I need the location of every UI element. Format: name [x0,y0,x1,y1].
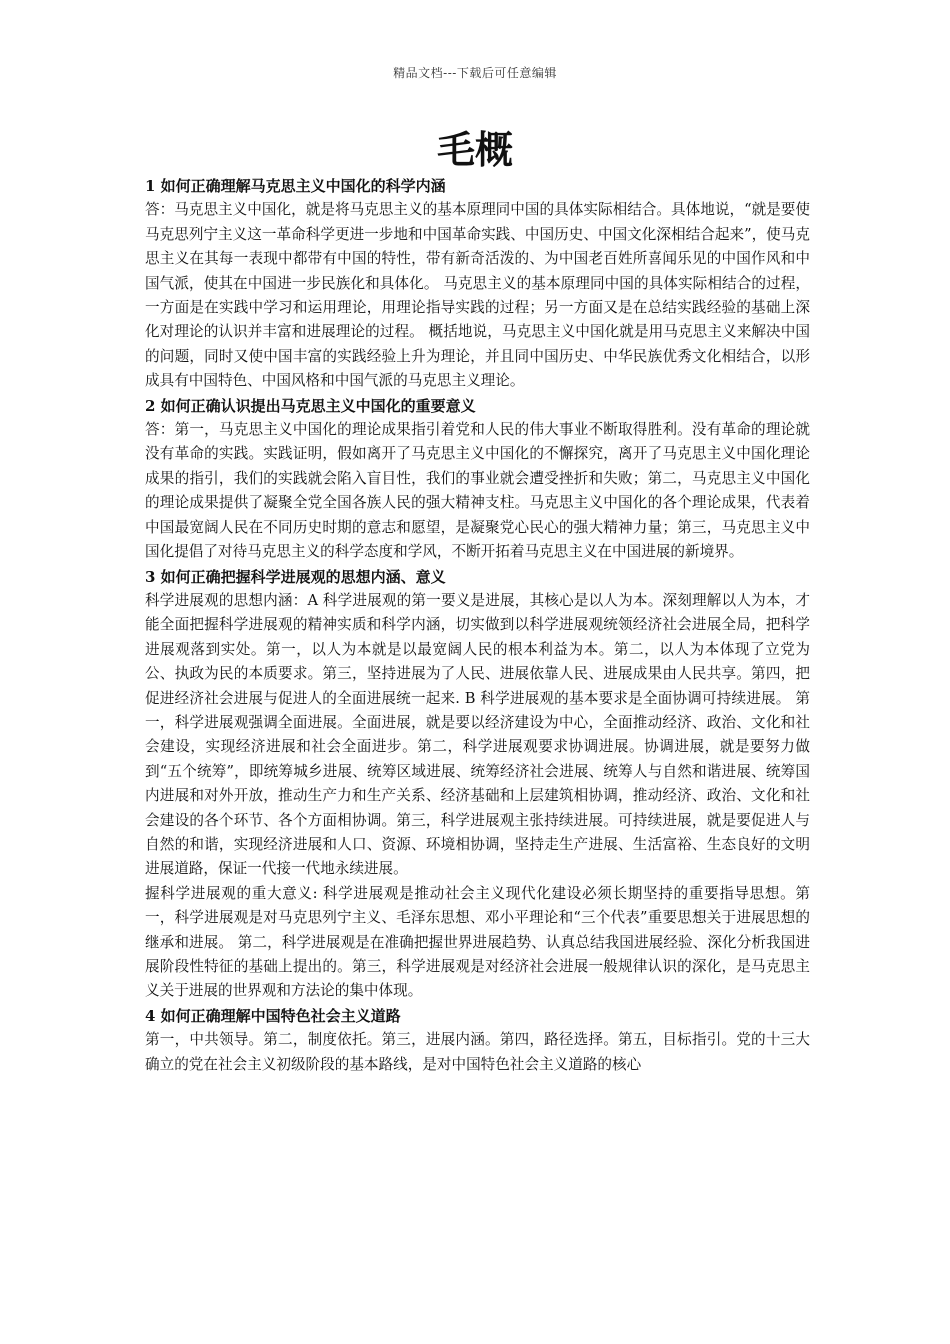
paragraph: 科学进展观的思想内涵：A 科学进展观的第一要义是进展，其核心是以人为本。深刻理解以人为本，才能全面把握科学进展观的精神实质和科学内涵，切实做到以科学进展观统领经济社会进展全局，把科学进展观落到实处。第一，以人为本就是以最宽阔人民的根本利益为本。第二，以人为本体现了立党为公、执政为民的本质要求。第三，坚持进展为了人民、进展依靠人民、进展成果由人民共享。第四，把促进经济社会进展与促进人的全面进展统一起来. B 科学进展观的基本要求是全面协调可持续进展。 第一，科学进展观强调全面进展。全面进展，就是要以经济建设为中心，全面推动经济、政治、文化和社会建设，实现经济进展和社会全面进步。第二，科学进展观要求协调进展。协调进展，就是要努力做到“五个统筹”，即统筹城乡进展、统筹区域进展、统筹经济社会进展、统筹人与自然和谐进展、统筹国内进展和对外开放，推动生产力和生产关系、经济基础和上层建筑相协调，推动经济、政治、文化和社会建设的各个环节、各个方面相协调。第三，科学进展观主张持续进展。可持续进展，就是要促进人与自然的和谐，实现经济进展和人口、资源、环境相协调，坚持走生产进展、生活富裕、生态良好的文明进展道路，保证一代接一代地永续进展。 [145,591,810,878]
document-title: 毛概 [436,127,513,172]
paragraph: 握科学进展观的重大意义: 科学进展观是推动社会主义现代化建设必须长期坚持的重要指导思想。第一，科学进展观是对马克思列宁主义、毛泽东思想、邓小平理论和“三个代表”重要思想关于进展思想的继承和进展。 第二，科学进展观是在准确把握世界进展趋势、认真总结我国进展经验、深化分析我国进展阶段性特征的基础上提出的。第三，科学进展观是对经济社会进展一般规律认识的深化，是马克思主义关于进展的世界观和方法论的集中体现。 [145,884,810,1000]
section-heading: 2 如何正确认识提出马克思主义中国化的重要意义 [145,396,476,415]
document-body [145,174,810,1077]
section-heading: 1 如何正确理解马克思主义中国化的科学内涵 [145,177,446,195]
page-header-note: 精品文档---下载后可任意编辑 [393,66,557,80]
section-heading: 4 如何正确理解中国特色社会主义道路 [145,1006,401,1025]
section-2 [145,394,810,565]
paragraph: 第一，中共领导。第二，制度依托。第三，进展内涵。第四，路径选择。第五，目标指引。党的十三大确立的党在社会主义初级阶段的基本路线，是对中国特色社会主义道路的核心 [145,1031,810,1073]
paragraph: 答：第一，马克思主义中国化的理论成果指引着党和人民的伟大事业不断取得胜利。没有革命的理论就没有革命的实践。实践证明，假如离开了马克思主义中国化的不懈探究，离开了马克思主义中国化理论成果的指引，我们的实践就会陷入盲目性，我们的事业就会遭受挫折和失败；第二，马克思主义中国化的理论成果提供了凝聚全党全国各族人民的强大精神支柱。马克思主义中国化的各个理论成果，代表着中国最宽阔人民在不同历史时期的意志和愿望，是凝聚党心民心的强大精神力量；第三，马克思主义中国化提倡了对待马克思主义的科学态度和学风，不断开拓着马克思主义在中国进展的新境界。 [145,421,810,561]
section-1 [145,174,810,394]
section-3 [145,565,810,1004]
paragraph: 答：马克思主义中国化，就是将马克思主义的基本原理同中国的具体实际相结合。具体地说，“就是要使马克思列宁主义这一革命科学更进一步地和中国革命实践、中国历史、中国文化深相结合起来”，使马克思主义在其每一表现中都带有中国的特性，带有新奇活泼的、为中国老百姓所喜闻乐见的中国作风和中国气派，使其在中国进一步民族化和具体化。 马克思主义的基本原理同中国的具体实际相结合的过程，一方面是在实践中学习和运用理论，用理论指导实践的过程；另一方面又是在总结实践经验的基础上深化对理论的认识并丰富和进展理论的过程。 概括地说，马克思主义中国化就是用马克思主义来解决中国的问题，同时又使中国丰富的实践经验上升为理论，并且同中国历史、中华民族优秀文化相结合，以形成具有中国特色、中国风格和中国气派的马克思主义理论。 [145,201,810,390]
section-heading: 3 如何正确把握科学进展观的思想内涵、意义 [145,567,446,586]
section-4 [145,1004,810,1077]
